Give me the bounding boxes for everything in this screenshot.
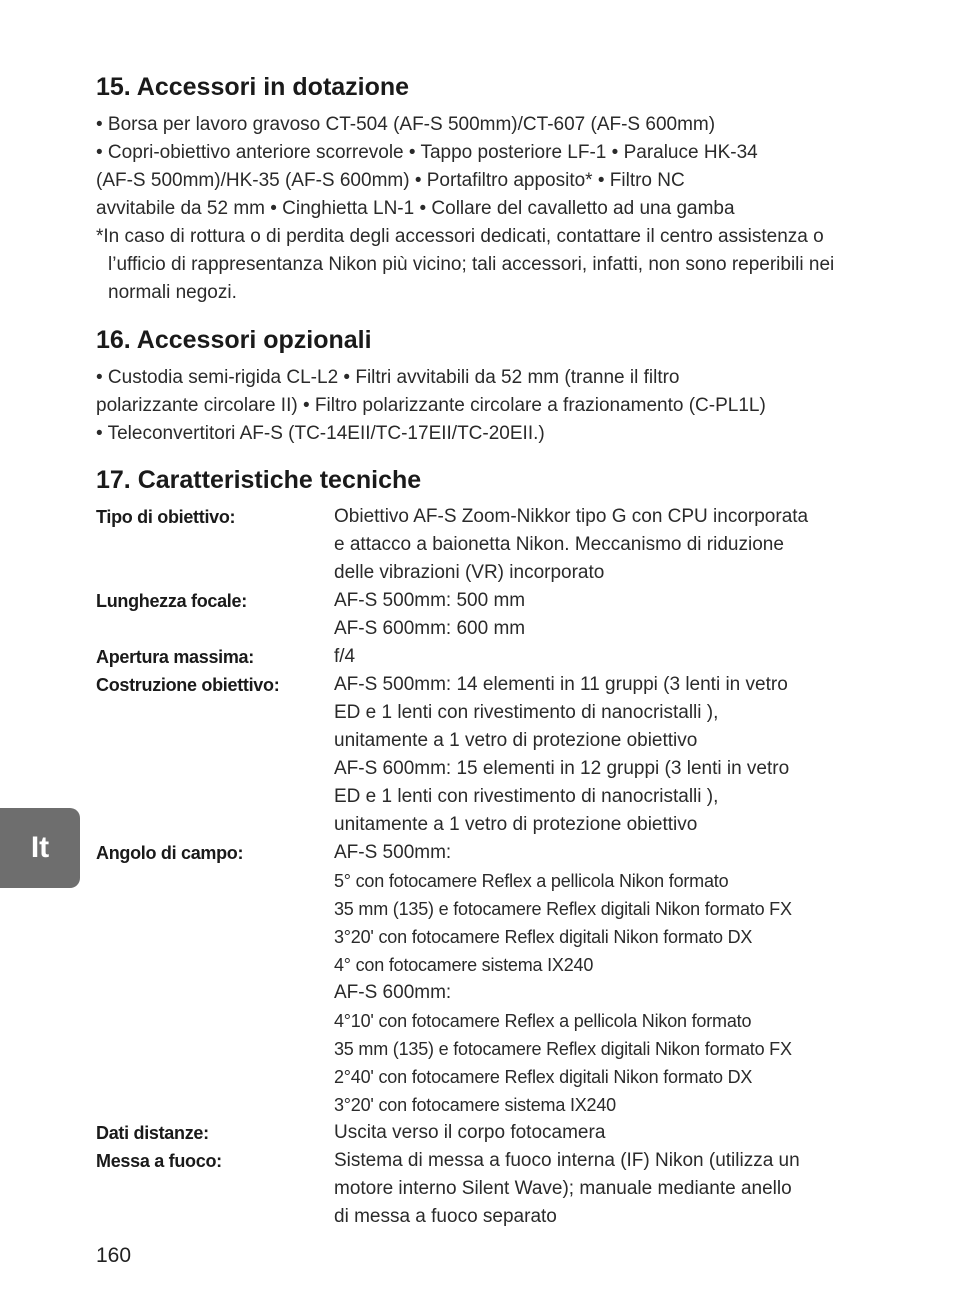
- section-15-title: 15. Accessori in dotazione: [96, 73, 410, 101]
- spec-label: Apertura massima:: [96, 647, 254, 667]
- section-16-body: [96, 364, 886, 448]
- section-17-title: 17. Caratteristiche tecniche: [96, 466, 422, 494]
- spec-value: [334, 503, 886, 587]
- section-15-line: avvitabile da 52 mm • Cinghietta LN-1 • Collare del cavalletto ad una gamba: [96, 198, 735, 219]
- spec-value-line: 4° con fotocamere sistema IX240: [334, 955, 594, 975]
- language-tab-it: [0, 808, 80, 888]
- spec-value-line: AF-S 600mm: 600 mm: [334, 618, 526, 639]
- spec-label: Lunghezza focale:: [96, 591, 247, 611]
- spec-value: [334, 839, 886, 1119]
- spec-value-line: 3°20' con fotocamere Reflex digitali Nikon formato DX: [334, 927, 753, 947]
- spec-value: [334, 1147, 886, 1231]
- section-16-line: polarizzante circolare II) • Filtro polarizzante circolare a frazionamento (C-PL1L): [96, 395, 766, 416]
- spec-value-line: AF-S 500mm: 500 mm: [334, 590, 526, 611]
- spec-value-line: AF-S 500mm: 14 elementi in 11 gruppi (3 lenti in vetro: [334, 674, 788, 695]
- spec-row: [96, 1147, 886, 1231]
- spec-row: [96, 671, 886, 839]
- spec-label: Angolo di campo:: [96, 843, 244, 863]
- section-15-footnote: *In caso di rottura o di perdita degli accessori dedicati, contattare il centro assistenza o l’ufficio di rappresentanza Nikon più vicino; tali accessori, infatti, non sono reperibili nei normali negozi.: [96, 226, 835, 303]
- page-number: 160: [96, 1244, 132, 1267]
- spec-row: [96, 1119, 886, 1147]
- spec-value: [334, 587, 886, 643]
- spec-label: Messa a fuoco:: [96, 1151, 222, 1171]
- section-16-line: • Teleconvertitori AF-S (TC-14EII/TC-17EII/TC-20EII.): [96, 423, 545, 444]
- spec-value-line: 35 mm (135) e fotocamere Reflex digitali Nikon formato FX: [334, 899, 792, 919]
- spec-label: Tipo di obiettivo:: [96, 507, 236, 527]
- spec-value-line: Uscita verso il corpo fotocamera: [334, 1122, 606, 1143]
- language-tab-label: It: [30, 831, 50, 864]
- spec-row: [96, 839, 886, 1119]
- spec-value-line: delle vibrazioni (VR) incorporato: [334, 562, 605, 583]
- spec-value: [334, 1119, 886, 1147]
- spec-value: [334, 671, 886, 839]
- spec-value-line: AF-S 600mm: 15 elementi in 12 gruppi (3 lenti in vetro: [334, 758, 790, 779]
- spec-value-line: f/4: [334, 646, 356, 667]
- spec-row: [96, 643, 886, 671]
- section-16-title: 16. Accessori opzionali: [96, 326, 372, 354]
- spec-value-line: ED e 1 lenti con rivestimento di nanocristalli ),: [334, 702, 719, 723]
- spec-value-line: AF-S 500mm:: [334, 842, 452, 863]
- page-content: [96, 70, 886, 1231]
- section-16-line: • Custodia semi-rigida CL-L2 • Filtri avvitabili da 52 mm (tranne il filtro: [96, 367, 680, 388]
- spec-row: [96, 587, 886, 643]
- spec-value-line: AF-S 600mm:: [334, 982, 452, 1003]
- spec-value-line: e attacco a baionetta Nikon. Meccanismo di riduzione: [334, 534, 784, 555]
- spec-value: [334, 643, 886, 671]
- spec-value-line: Sistema di messa a fuoco interna (IF) Nikon (utilizza un: [334, 1150, 800, 1171]
- spec-label: Dati distanze:: [96, 1123, 209, 1143]
- spec-label: Costruzione obiettivo:: [96, 675, 280, 695]
- spec-value-line: di messa a fuoco separato: [334, 1206, 557, 1227]
- spec-value-line: unitamente a 1 vetro di protezione obiettivo: [334, 730, 698, 751]
- spec-value-line: 35 mm (135) e fotocamere Reflex digitali Nikon formato FX: [334, 1039, 792, 1059]
- spec-value-line: 4°10' con fotocamere Reflex a pellicola Nikon formato: [334, 1011, 752, 1031]
- spec-value-line: 3°20' con fotocamere sistema IX240: [334, 1095, 616, 1115]
- spec-value-line: Obiettivo AF-S Zoom-Nikkor tipo G con CPU incorporata: [334, 506, 809, 527]
- section-15-line: • Borsa per lavoro gravoso CT-504 (AF-S 500mm)/CT-607 (AF-S 600mm): [96, 114, 716, 135]
- section-15-line: • Copri-obiettivo anteriore scorrevole • Tappo posteriore LF-1 • Paraluce HK-34: [96, 142, 758, 163]
- section-15-body: [96, 111, 886, 307]
- spec-value-line: motore interno Silent Wave); manuale mediante anello: [334, 1178, 792, 1199]
- spec-value-line: unitamente a 1 vetro di protezione obiettivo: [334, 814, 698, 835]
- spec-value-line: 2°40' con fotocamere Reflex digitali Nikon formato DX: [334, 1067, 753, 1087]
- spec-value-line: 5° con fotocamere Reflex a pellicola Nikon formato: [334, 871, 729, 891]
- spec-table: [96, 503, 886, 1231]
- section-15-line: (AF-S 500mm)/HK-35 (AF-S 600mm) • Portafiltro apposito* • Filtro NC: [96, 170, 685, 191]
- spec-row: [96, 503, 886, 587]
- spec-value-line: ED e 1 lenti con rivestimento di nanocristalli ),: [334, 786, 719, 807]
